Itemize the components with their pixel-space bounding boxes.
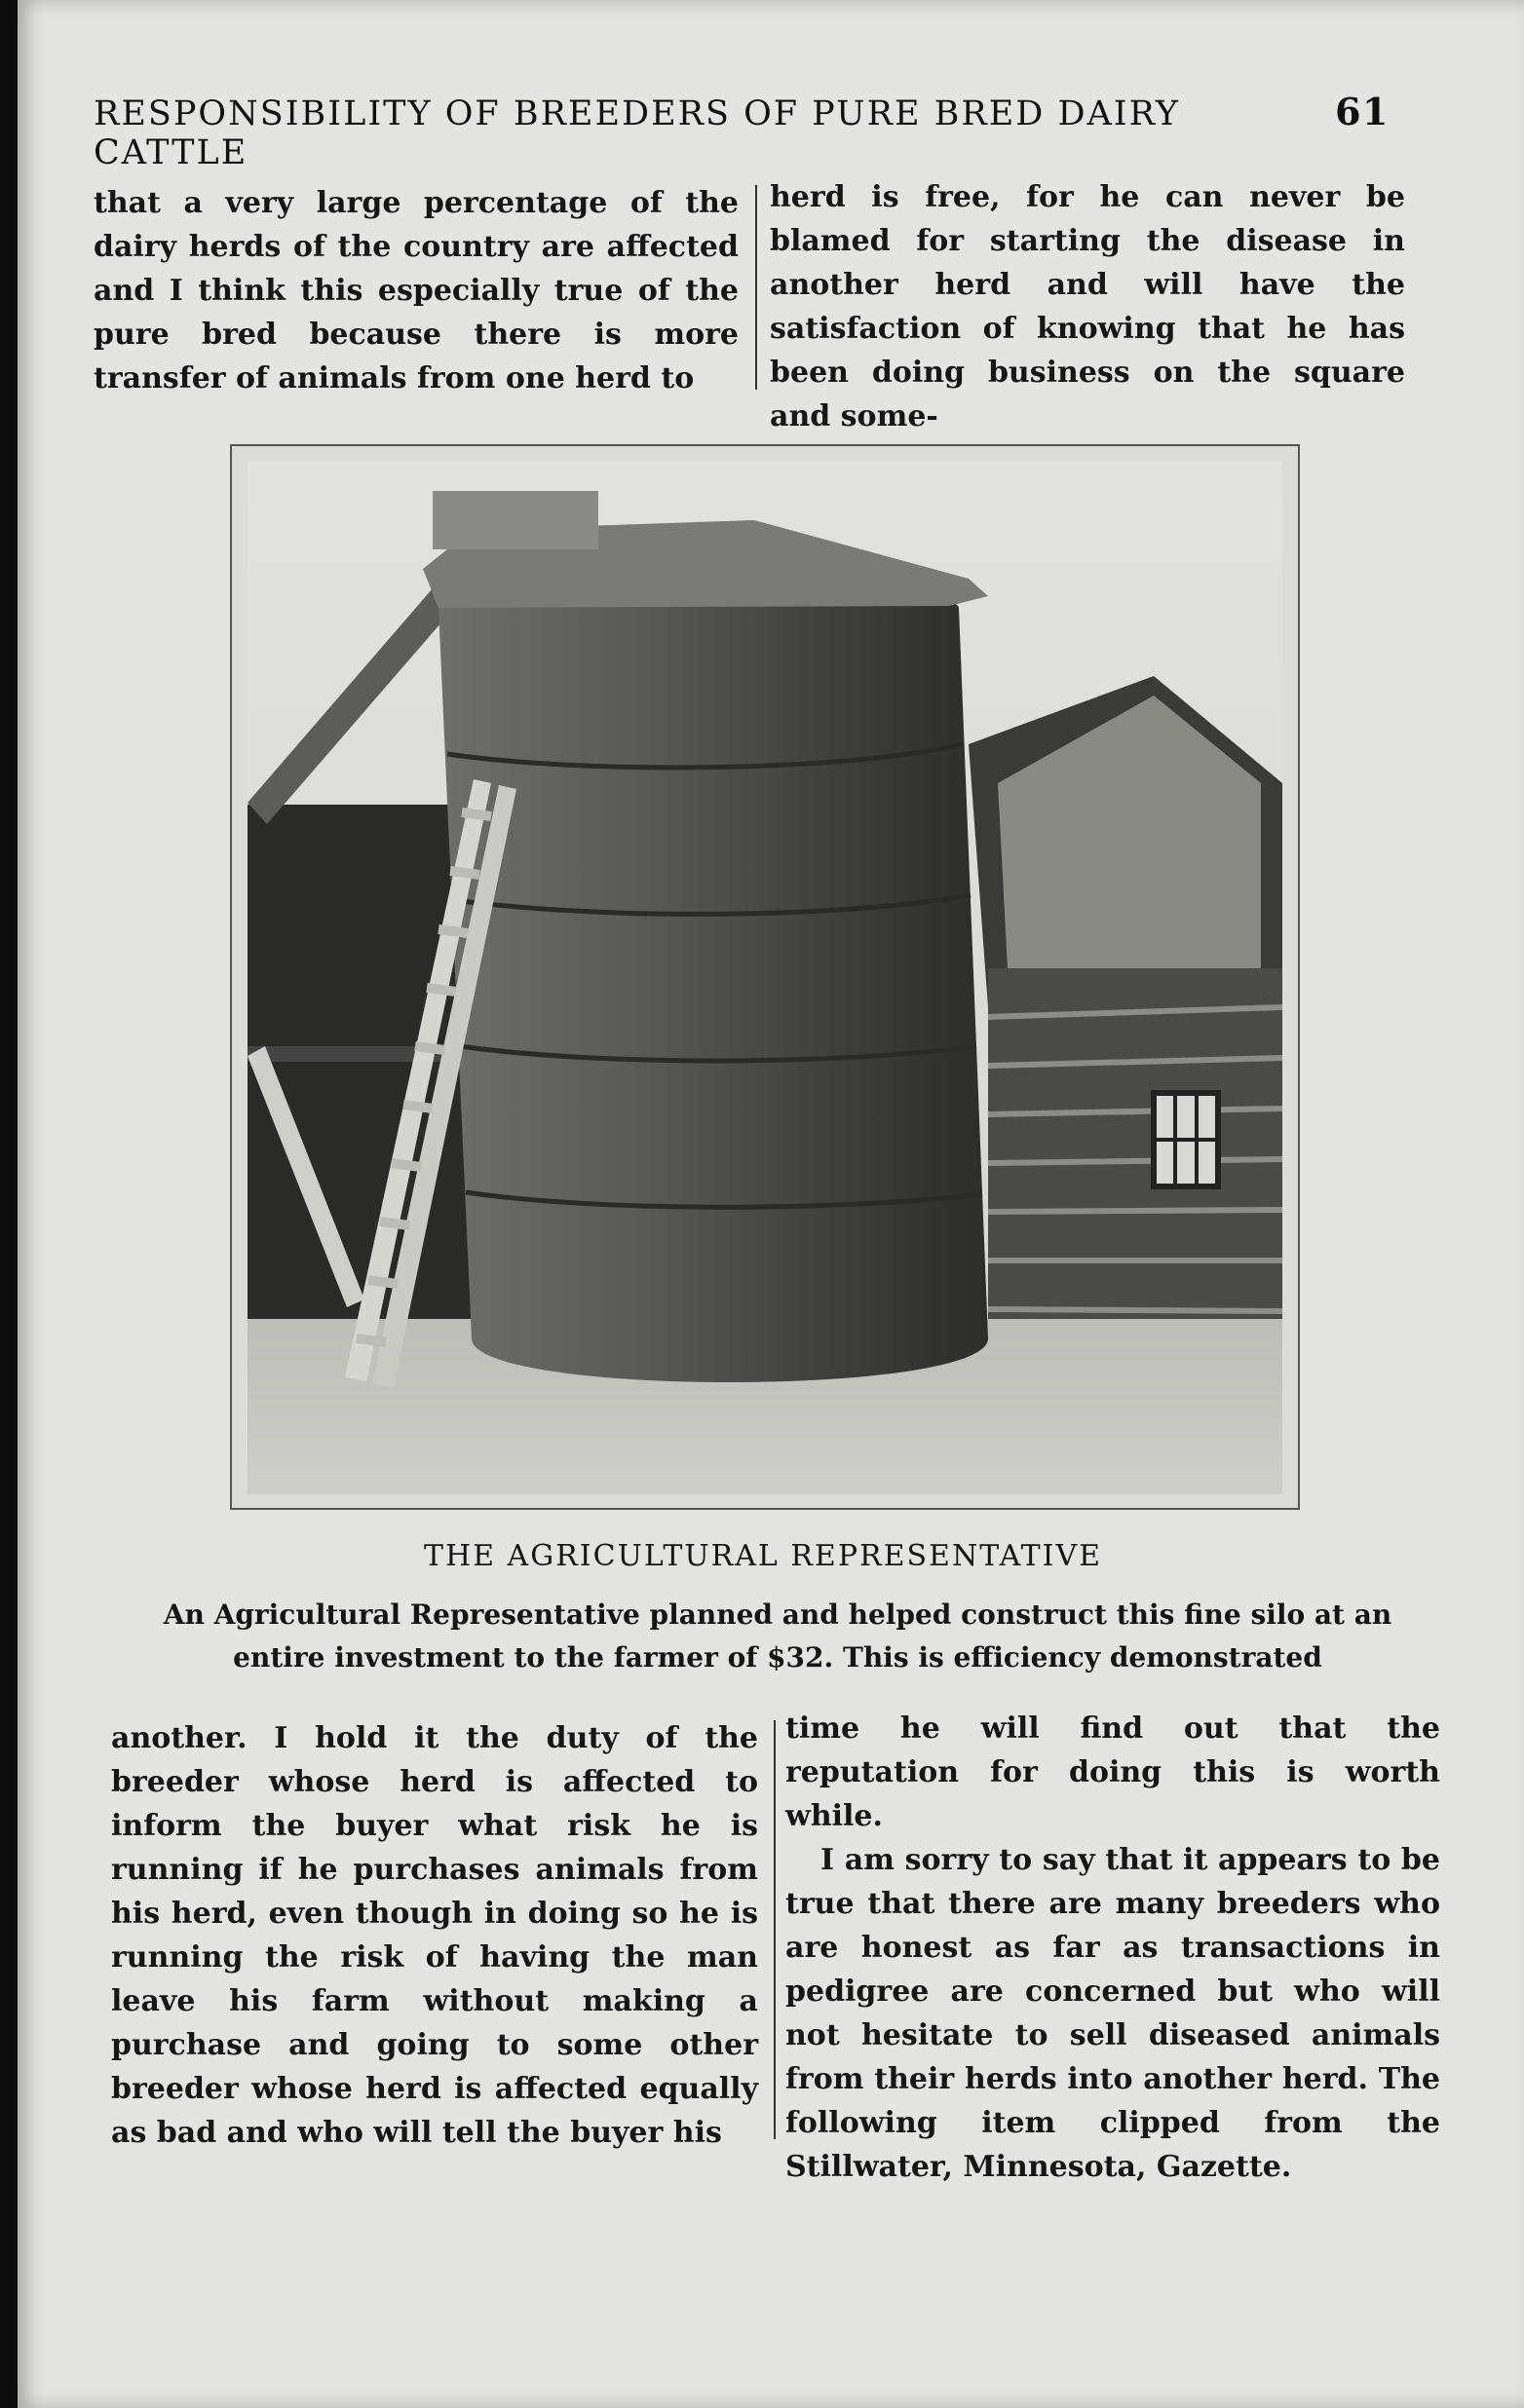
page-number: 61 bbox=[1335, 90, 1390, 133]
column-divider bbox=[755, 185, 757, 390]
paragraph: time he will find out that the reputation for doing this is worth while. bbox=[785, 1712, 1440, 1833]
running-head bbox=[94, 90, 1390, 172]
silo-body bbox=[438, 586, 988, 1383]
paragraph: that a very large percentage of the dairy herds of the country are affected and I think this especially true of the pure bred because there is more transfer of animals from one herd to bbox=[94, 186, 739, 395]
book-page bbox=[18, 0, 1524, 2408]
log-house-wall bbox=[988, 968, 1282, 1377]
bottom-right-column bbox=[785, 1707, 1440, 2189]
silo-cupola bbox=[433, 491, 598, 549]
top-left-column bbox=[94, 181, 739, 400]
window bbox=[1154, 1093, 1218, 1186]
figure-caption: An Agricultural Representative planned and helped construct this fine silo at an entire investment to the farmer of $32. This is efficiency demonstrated bbox=[163, 1599, 1392, 1674]
paragraph: another. I hold it the duty of the breeder whose herd is affected to inform the buyer what risk he is running if he purchases animals from his herd, even though in doing so he is running the risk of having the man leave his farm without making a purchase and going to some other breeder whose herd is affected equally as bad and who will tell the buyer his bbox=[111, 1721, 758, 2150]
paragraph: herd is free, for he can never be blamed for starting the disease in another herd and will have the satisfaction of knowing that he has been doing business on the square and some- bbox=[770, 180, 1405, 433]
running-title: RESPONSIBILITY OF BREEDERS OF PURE BRED DAIRY CATTLE bbox=[94, 94, 1180, 172]
bottom-left-column bbox=[111, 1716, 758, 2155]
column-divider bbox=[774, 1720, 776, 2139]
figure-title: THE AGRICULTURAL REPRESENTATIVE bbox=[423, 1539, 1103, 1573]
top-right-column bbox=[770, 175, 1405, 438]
silo-photograph-frame bbox=[230, 444, 1300, 1510]
paragraph: I am sorry to say that it appears to be true that there are many breeders who are honest as far as transactions in pedigree are concerned but who will not hesitate to sell diseased animals from their herds into another herd. The following item clipped from the Stillwater, Minnesota, Gazette. bbox=[785, 1843, 1440, 2184]
silo-photograph bbox=[248, 462, 1282, 1494]
